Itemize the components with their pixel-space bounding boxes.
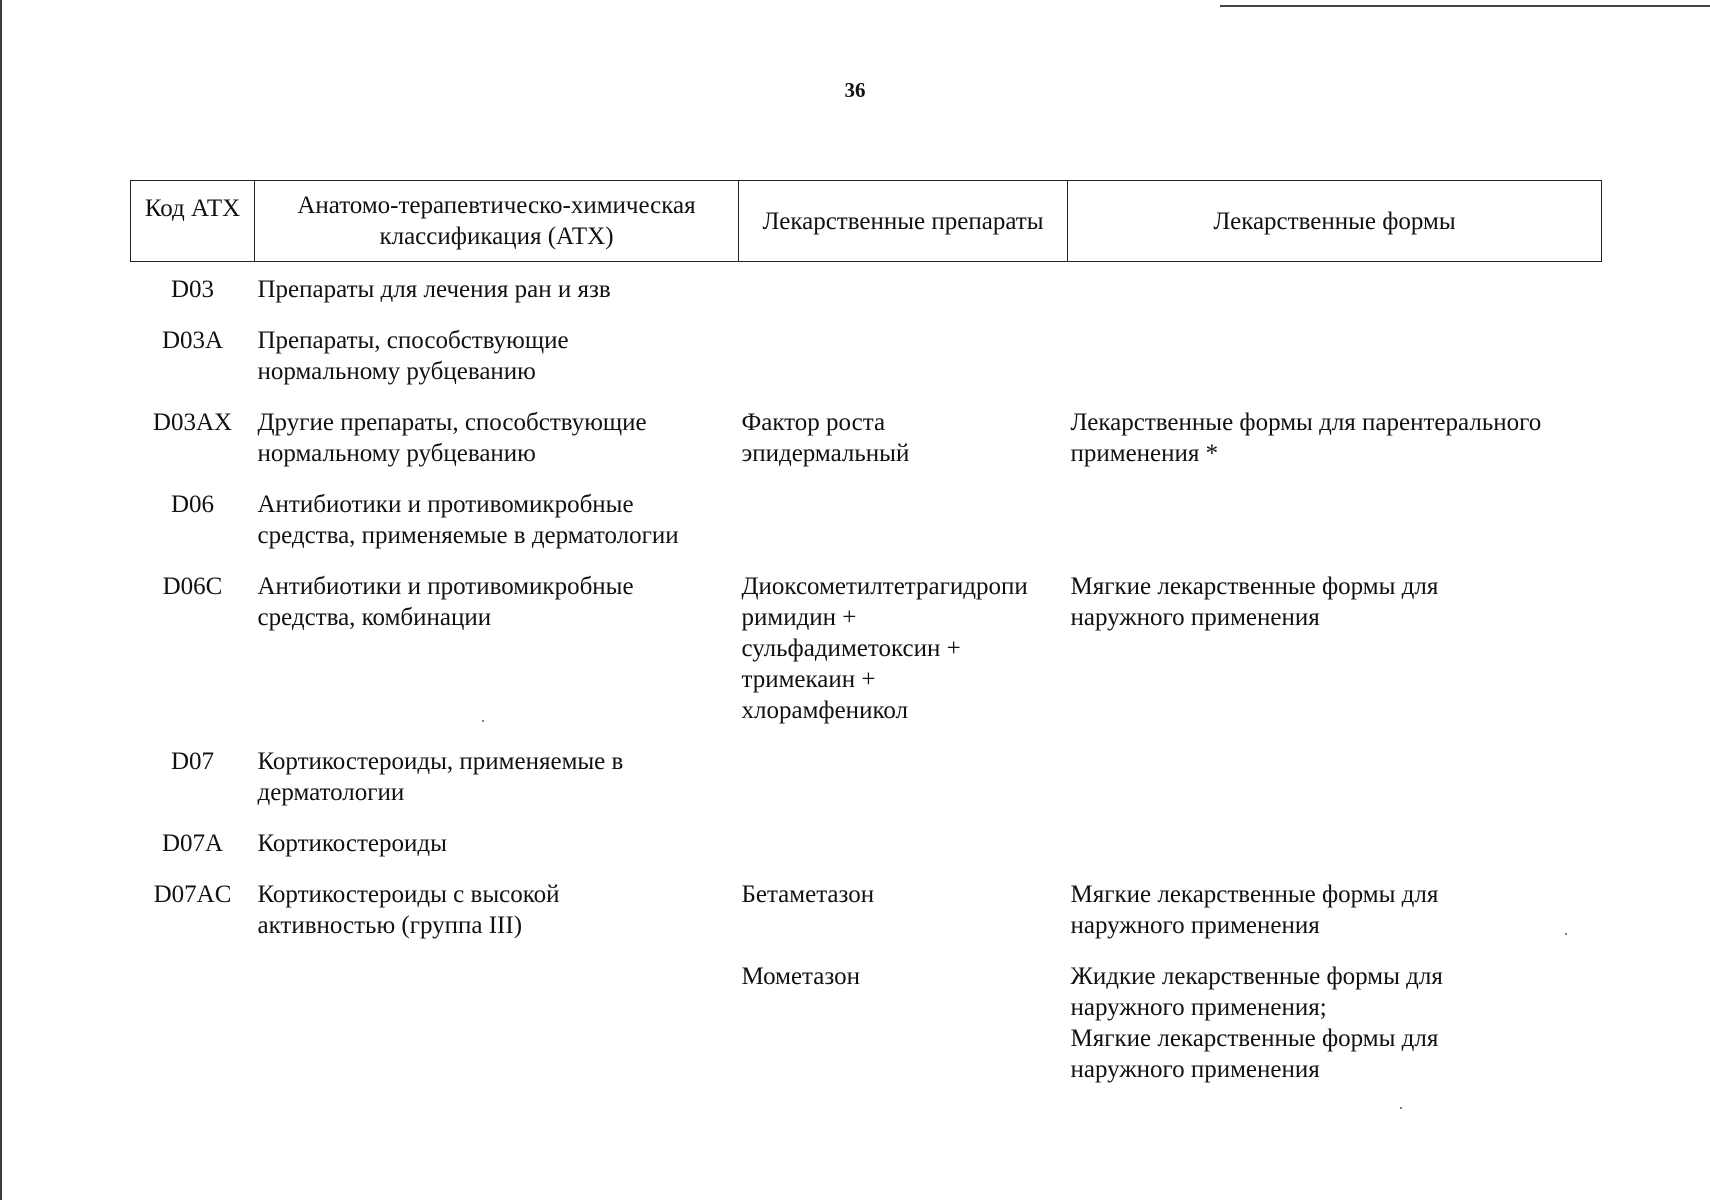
form-line: применения * xyxy=(1070,440,1219,467)
form-line: наружного применения; xyxy=(1070,994,1327,1021)
header-forms: Лекарственные формы xyxy=(1068,181,1602,262)
drug-cell xyxy=(739,262,1068,326)
drug-cell xyxy=(739,571,1068,746)
form-cell xyxy=(1068,407,1602,489)
header-row xyxy=(131,181,1602,262)
atx-name-cell xyxy=(255,746,739,828)
drug-cell xyxy=(739,961,1068,1105)
header-classification-line: классификация (АТХ) xyxy=(379,223,614,250)
atx-name-cell xyxy=(255,407,739,489)
form-line: Мягкие лекарственные формы для xyxy=(1070,1025,1439,1052)
form-line: наружного применения xyxy=(1070,912,1320,939)
table-row xyxy=(131,879,1602,961)
atx-name-line: Антибиотики и противомикробные xyxy=(257,573,634,600)
atx-name-line: Антибиотики и противомикробные xyxy=(257,491,634,518)
atx-name-line: Кортикостероиды, применяемые в xyxy=(257,748,624,775)
scan-top-rule xyxy=(1220,5,1710,7)
header-code: Код АТХ xyxy=(131,181,255,262)
drug-cell xyxy=(739,325,1068,407)
atx-name-cell xyxy=(255,879,739,961)
atx-name-line: активностью (группа III) xyxy=(257,912,523,939)
table-row xyxy=(131,262,1602,326)
header-drugs: Лекарственные препараты xyxy=(739,181,1068,262)
atx-name-line: Кортикостероиды с высокой xyxy=(257,881,560,908)
form-cell xyxy=(1068,571,1602,746)
atx-code-cell: D07 xyxy=(170,748,215,775)
atx-name-line: Кортикостероиды xyxy=(257,830,447,857)
drug-line: Диоксометилтетрагидропи xyxy=(741,573,1028,600)
table-row xyxy=(131,828,1602,879)
atx-name-line: Препараты для лечения ран и язв xyxy=(257,276,611,303)
atx-code-cell: D07A xyxy=(161,830,224,857)
atx-name-cell xyxy=(255,489,739,571)
form-cell xyxy=(1068,262,1602,326)
atx-code-cell xyxy=(131,961,255,1105)
table-header xyxy=(131,181,1602,262)
page-number: 36 xyxy=(844,78,866,102)
header-classification-line: Анатомо-терапевтическо-химическая xyxy=(297,192,696,219)
drug-line: эпидермальный xyxy=(741,440,910,467)
drug-cell xyxy=(739,489,1068,571)
form-line: наружного применения xyxy=(1070,1056,1320,1083)
atx-name-line: нормальному рубцеванию xyxy=(257,440,536,467)
atx-name-line: нормальному рубцеванию xyxy=(257,358,536,385)
drug-line: тримекаин + xyxy=(741,666,876,693)
table-row xyxy=(131,746,1602,828)
form-line: Лекарственные формы для парентерального xyxy=(1070,409,1542,436)
form-line: Жидкие лекарственные формы для xyxy=(1070,963,1443,990)
form-cell xyxy=(1068,746,1602,828)
drug-line: римидин + xyxy=(741,604,857,631)
atx-name-cell xyxy=(255,828,739,879)
atx-code-cell: D07AC xyxy=(153,881,232,908)
form-cell xyxy=(1068,489,1602,571)
atx-name-line: Другие препараты, способствующие xyxy=(257,409,647,436)
atx-code-cell: D06 xyxy=(170,491,215,518)
table-row xyxy=(131,325,1602,407)
atx-table xyxy=(130,180,1602,1105)
drug-line: сульфадиметоксин + xyxy=(741,635,961,662)
atx-code-cell: D03 xyxy=(170,276,215,303)
drug-cell xyxy=(739,879,1068,961)
scan-speck xyxy=(1565,933,1567,935)
drug-line: хлорамфеникол xyxy=(741,697,908,724)
form-cell xyxy=(1068,961,1602,1105)
form-cell xyxy=(1068,828,1602,879)
atx-name-line: средства, комбинации xyxy=(257,604,492,631)
form-line: наружного применения xyxy=(1070,604,1320,631)
table-row xyxy=(131,407,1602,489)
atx-name-cell xyxy=(255,325,739,407)
form-cell xyxy=(1068,325,1602,407)
atx-name-cell xyxy=(255,571,739,746)
drug-cell xyxy=(739,407,1068,489)
table-row xyxy=(131,489,1602,571)
header-classification xyxy=(255,181,739,262)
table-body xyxy=(131,262,1602,1106)
drug-cell xyxy=(739,828,1068,879)
drug-line: Бетаметазон xyxy=(741,881,875,908)
table-row xyxy=(131,961,1602,1105)
atx-code-cell: D03A xyxy=(161,327,224,354)
atx-code-cell: D03AX xyxy=(152,409,233,436)
atx-name-line: средства, применяемые в дерматологии xyxy=(257,522,679,549)
table-row xyxy=(131,571,1602,746)
drug-line: Фактор роста xyxy=(741,409,886,436)
atx-name-line: Препараты, способствующие xyxy=(257,327,569,354)
atx-name-cell xyxy=(255,262,739,326)
form-line: Мягкие лекарственные формы для xyxy=(1070,881,1439,908)
atx-code-cell: D06C xyxy=(162,573,223,600)
atx-name-line: дерматологии xyxy=(257,779,405,806)
scan-speck xyxy=(482,720,484,722)
atx-name-cell xyxy=(255,961,739,1105)
scan-speck xyxy=(1400,1107,1402,1109)
form-line: Мягкие лекарственные формы для xyxy=(1070,573,1439,600)
form-cell xyxy=(1068,879,1602,961)
scan-left-edge xyxy=(0,0,2,1200)
drug-cell xyxy=(739,746,1068,828)
drug-line: Мометазон xyxy=(741,963,860,990)
